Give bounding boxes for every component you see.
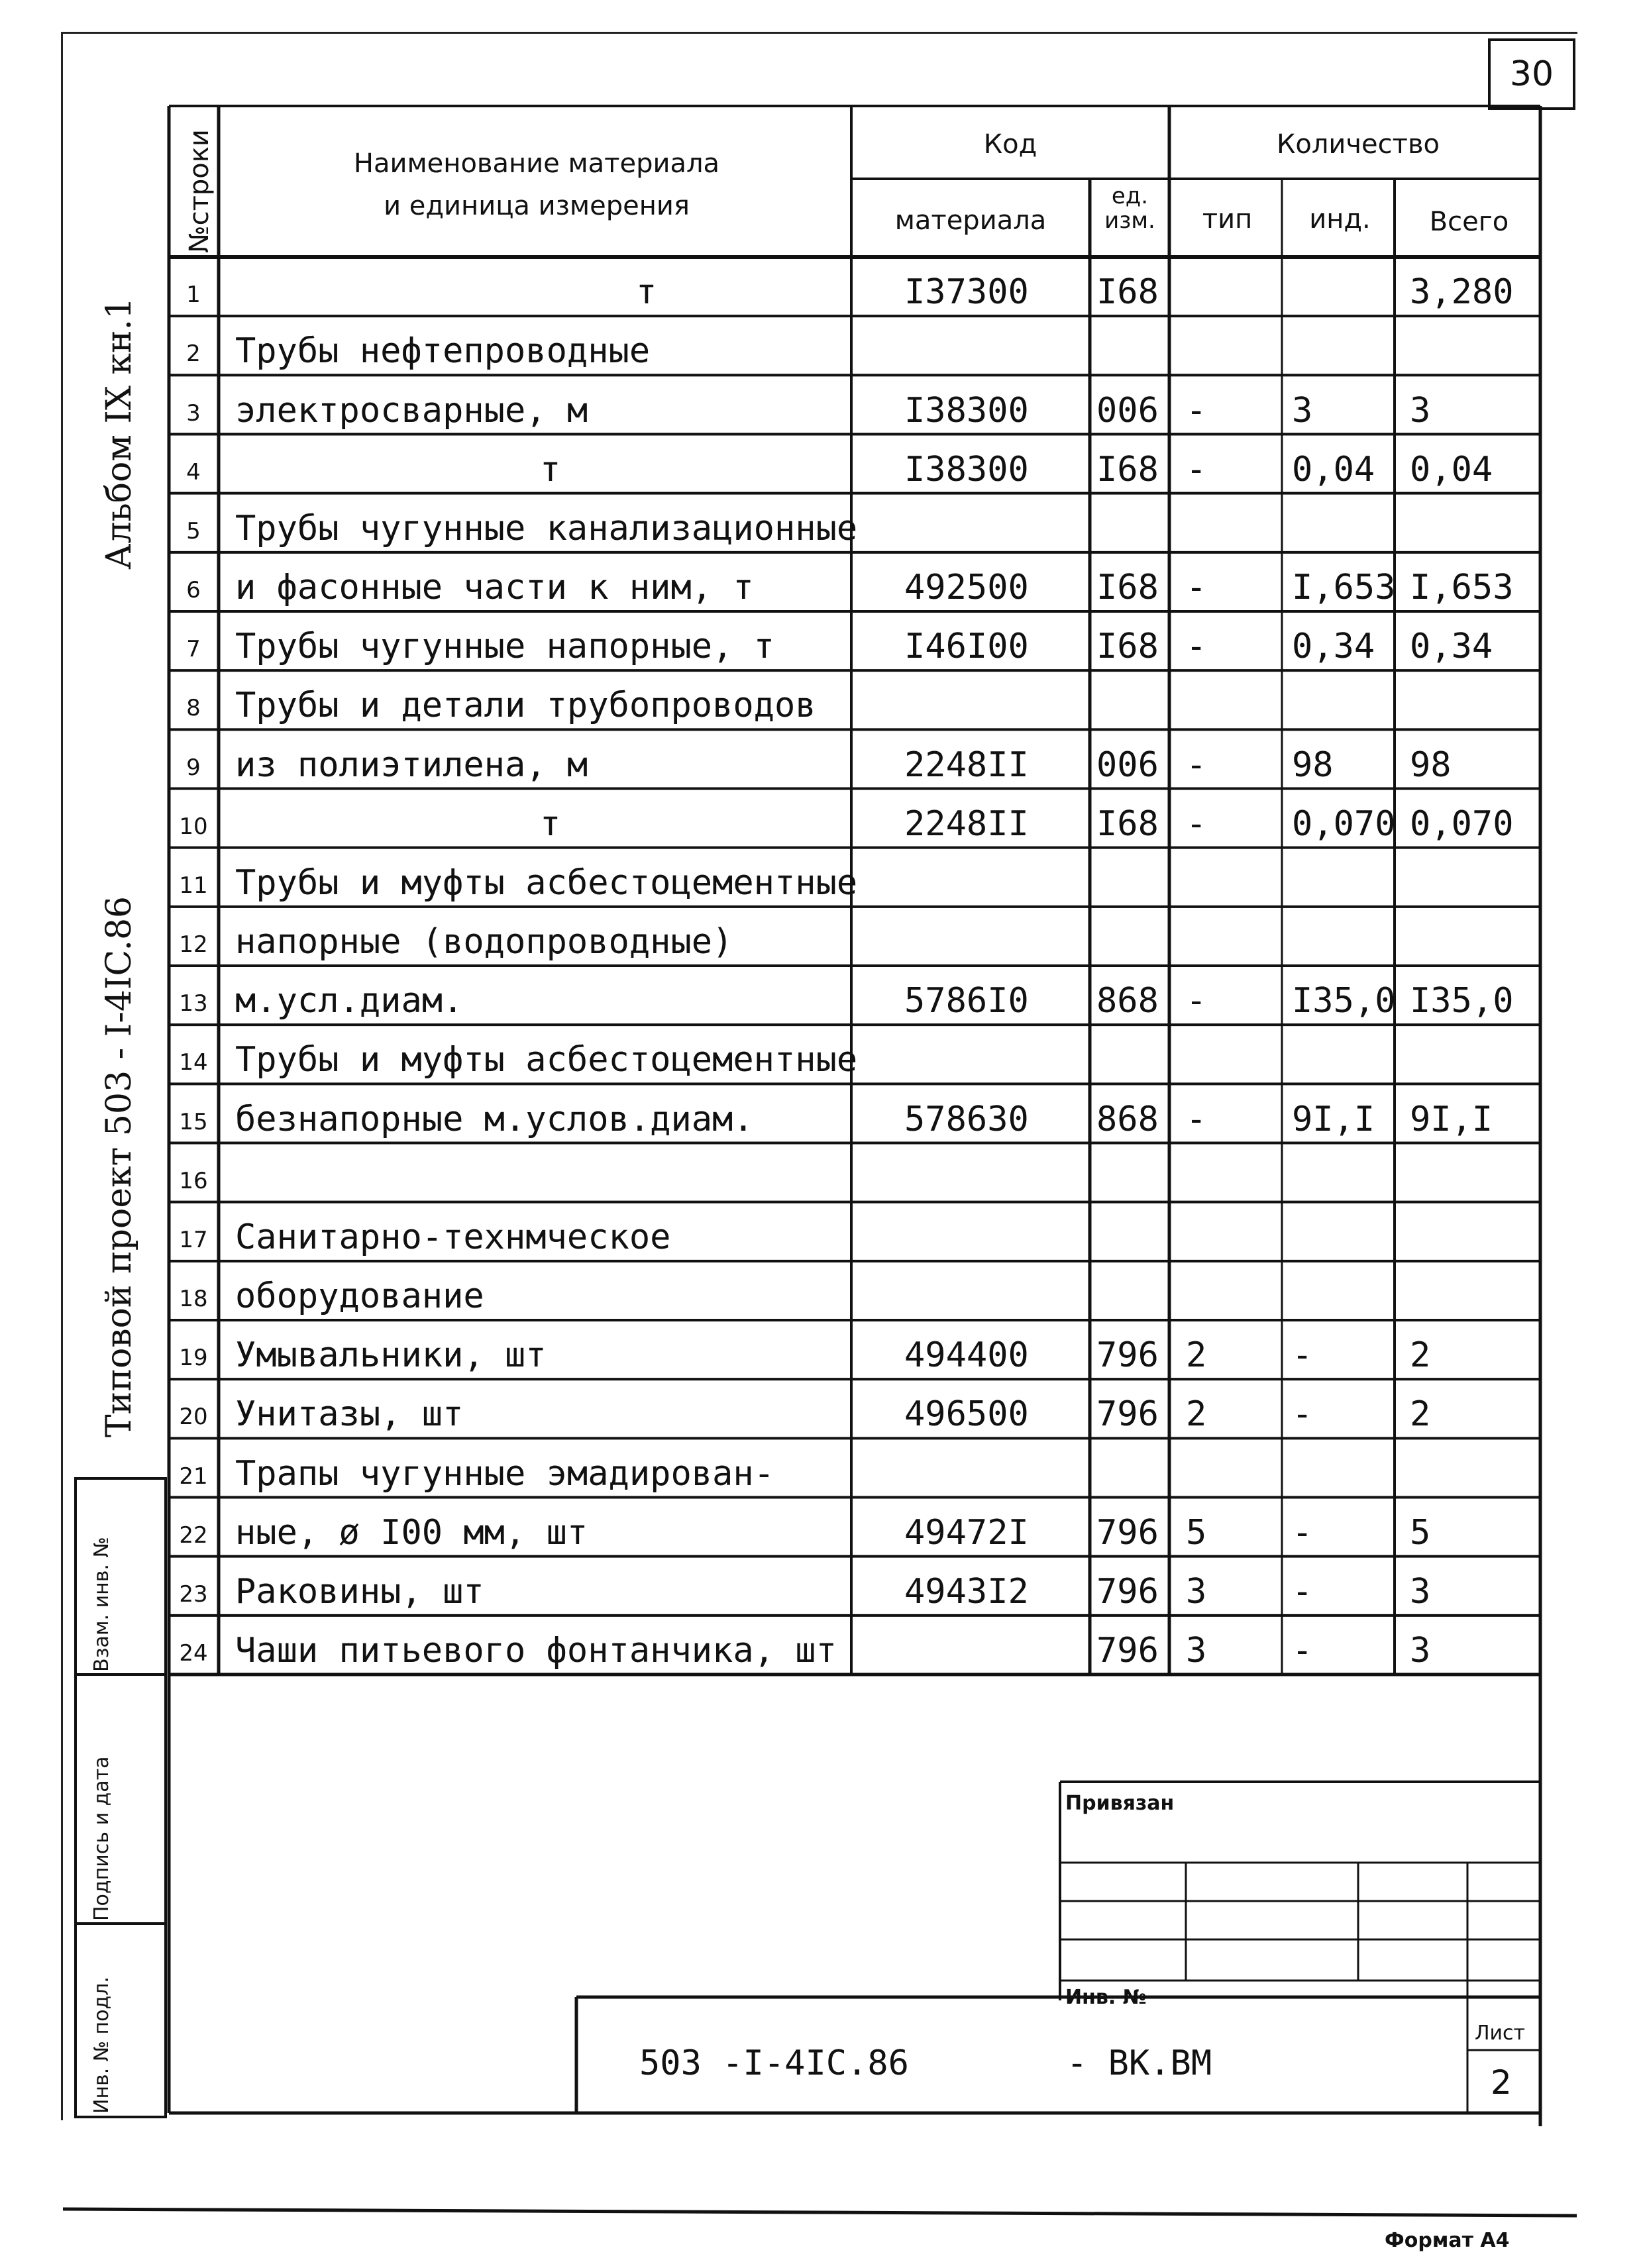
row-number: 20 xyxy=(179,1404,208,1431)
header-row-number: №строки xyxy=(184,129,215,253)
header-quantity: Количество xyxy=(1276,129,1440,160)
row-name: Чаши питьевого фонтанчика, шт xyxy=(235,1631,837,1671)
row-name: Унитазы, шт xyxy=(235,1394,464,1435)
row-qty-total: 0,070 xyxy=(1410,803,1514,844)
document-code: 503 -I-4IC.86 xyxy=(639,2043,909,2083)
row-code: 49472I xyxy=(904,1512,1029,1553)
row-name: Умывальники, шт xyxy=(235,1335,547,1376)
row-unit: 796 xyxy=(1096,1335,1159,1376)
header-code-unit: ед. изм. xyxy=(1104,183,1155,234)
row-number: 7 xyxy=(186,636,201,663)
row-number: 6 xyxy=(186,577,201,603)
row-code: 494400 xyxy=(904,1335,1029,1376)
row-qty-total: 5 xyxy=(1410,1512,1431,1553)
row-qty-ind: 0,070 xyxy=(1292,803,1396,844)
row-number: 23 xyxy=(179,1580,208,1608)
row-name: Трапы чугунные эмадирован- xyxy=(235,1453,774,1494)
row-qty-type: - xyxy=(1186,803,1207,844)
row-name: и фасонные части к ним, т xyxy=(235,568,754,607)
header-qty-total: Всего xyxy=(1429,207,1509,237)
document-suffix: - ВК.ВМ xyxy=(1067,2043,1212,2083)
row-qty-total: 98 xyxy=(1410,745,1452,785)
row-qty-type: - xyxy=(1186,981,1207,1021)
row-unit: I68 xyxy=(1096,627,1159,667)
row-qty-type: - xyxy=(1186,449,1207,490)
row-name: т xyxy=(636,272,657,313)
row-unit: 796 xyxy=(1096,1512,1159,1553)
row-number: 22 xyxy=(179,1521,208,1549)
row-qty-ind: - xyxy=(1292,1631,1313,1671)
row-code: I38300 xyxy=(904,390,1029,431)
row-name: Трубы и муфты асбестоцементные xyxy=(235,862,858,903)
stamp-replace-inv-label: Взам. инв. № xyxy=(90,1537,113,1672)
format-label: Формат А4 xyxy=(1385,2229,1510,2252)
row-qty-ind: 3 xyxy=(1292,390,1313,431)
row-number: 24 xyxy=(179,1640,208,1667)
row-name: т xyxy=(540,449,561,490)
row-qty-total: 9I,I xyxy=(1410,1099,1493,1139)
row-qty-type: - xyxy=(1186,1099,1207,1139)
row-name: электросварные, м xyxy=(235,390,588,431)
row-qty-total: 2 xyxy=(1410,1394,1431,1435)
row-code: I38300 xyxy=(904,449,1029,490)
header-qty-type: тип xyxy=(1202,204,1253,234)
row-qty-type: 5 xyxy=(1186,1512,1207,1553)
row-code: 492500 xyxy=(904,568,1029,607)
row-unit: 796 xyxy=(1096,1571,1159,1612)
row-name: напорные (водопроводные) xyxy=(235,922,733,962)
row-qty-type: - xyxy=(1186,627,1207,667)
stamp-signature-date-label: Подпись и дата xyxy=(90,1756,113,1921)
row-qty-ind: 0,34 xyxy=(1292,627,1375,667)
row-qty-ind: 98 xyxy=(1292,745,1334,785)
row-qty-total: 2 xyxy=(1410,1335,1431,1376)
row-name: Трубы чугунные напорные, т xyxy=(235,627,774,667)
row-number: 16 xyxy=(179,1167,208,1194)
row-qty-total: 0,04 xyxy=(1410,449,1493,490)
row-qty-type: - xyxy=(1186,568,1207,607)
row-number: 2 xyxy=(186,340,201,368)
row-unit: 006 xyxy=(1096,745,1159,785)
row-qty-total: I,653 xyxy=(1410,568,1514,607)
header-code: Код xyxy=(983,129,1037,160)
inventory-label: Инв. № xyxy=(1065,1986,1147,2009)
row-unit: I68 xyxy=(1096,272,1159,313)
row-name: Трубы чугунные канализационные xyxy=(235,508,858,548)
row-unit: 868 xyxy=(1096,1099,1159,1139)
row-unit: 796 xyxy=(1096,1394,1159,1435)
row-number: 17 xyxy=(179,1226,208,1253)
row-qty-ind: 9I,I xyxy=(1292,1099,1375,1139)
row-qty-type: - xyxy=(1186,390,1207,431)
row-name: м.усл.диам. xyxy=(235,981,464,1021)
row-code: I46I00 xyxy=(904,627,1029,667)
row-qty-ind: - xyxy=(1292,1512,1313,1553)
header-name: Наименование материала и единица измерения xyxy=(353,148,720,221)
row-number: 4 xyxy=(186,458,201,486)
row-code: 496500 xyxy=(904,1394,1029,1435)
row-name: из полиэтилена, м xyxy=(235,745,588,785)
row-code: I37300 xyxy=(904,272,1029,313)
row-qty-type: 3 xyxy=(1186,1571,1207,1612)
row-unit: 868 xyxy=(1096,981,1159,1021)
row-code: 4943I2 xyxy=(904,1571,1029,1612)
row-unit: I68 xyxy=(1096,449,1159,490)
row-number: 12 xyxy=(179,931,208,958)
row-number: 14 xyxy=(179,1049,208,1076)
row-code: 2248II xyxy=(904,803,1029,844)
row-qty-total: 3 xyxy=(1410,1631,1431,1671)
row-qty-type: - xyxy=(1186,745,1207,785)
row-name: Трубы нефтепроводные xyxy=(235,331,651,372)
row-code: 5786I0 xyxy=(904,981,1029,1021)
row-name: ные, ø I00 мм, шт xyxy=(235,1512,588,1553)
sheet-label: Лист xyxy=(1475,2022,1526,2045)
row-qty-ind: I,653 xyxy=(1292,568,1396,607)
row-qty-type: 2 xyxy=(1186,1335,1207,1376)
project-label: Типовой проект 503 - I-4IC.86 xyxy=(99,896,139,1437)
row-qty-ind: - xyxy=(1292,1571,1313,1612)
row-qty-total: 3,280 xyxy=(1410,272,1514,313)
row-unit: 006 xyxy=(1096,390,1159,431)
row-qty-ind: 0,04 xyxy=(1292,449,1375,490)
row-qty-total: I35,0 xyxy=(1410,981,1514,1021)
sheet-number: 2 xyxy=(1491,2063,1512,2102)
row-number: 5 xyxy=(186,517,201,544)
row-number: 10 xyxy=(179,813,208,840)
row-qty-total: 0,34 xyxy=(1410,627,1493,667)
row-qty-ind: - xyxy=(1292,1394,1313,1435)
page-number: 30 xyxy=(1488,38,1575,110)
row-qty-ind: I35,0 xyxy=(1292,981,1396,1021)
row-qty-ind: - xyxy=(1292,1335,1313,1376)
row-number: 15 xyxy=(179,1108,208,1135)
row-name: безнапорные м.услов.диам. xyxy=(235,1099,754,1139)
album-label: Альбом IX кн.1 xyxy=(99,297,139,570)
row-code: 578630 xyxy=(904,1099,1029,1139)
row-qty-type: 3 xyxy=(1186,1631,1207,1671)
row-name: Трубы и детали трубопроводов xyxy=(235,686,816,726)
header-code-material: материала xyxy=(894,205,1047,236)
row-name: оборудование xyxy=(235,1276,484,1316)
row-number: 18 xyxy=(179,1286,208,1312)
row-unit: 796 xyxy=(1096,1631,1159,1671)
row-number: 1 xyxy=(186,282,201,309)
row-name: т xyxy=(540,803,561,844)
row-number: 13 xyxy=(179,990,208,1017)
row-number: 11 xyxy=(179,872,208,899)
row-number: 9 xyxy=(186,754,201,781)
row-number: 19 xyxy=(179,1345,208,1372)
row-number: 8 xyxy=(186,695,201,722)
header-qty-ind: инд. xyxy=(1309,204,1371,234)
row-number: 3 xyxy=(186,399,201,427)
row-name: Раковины, шт xyxy=(235,1571,484,1612)
row-qty-total: 3 xyxy=(1410,390,1431,431)
row-number: 21 xyxy=(179,1463,208,1490)
row-qty-total: 3 xyxy=(1410,1571,1431,1612)
attached-label: Привязан xyxy=(1065,1792,1175,1815)
row-code: 2248II xyxy=(904,745,1029,785)
row-unit: I68 xyxy=(1096,803,1159,844)
stamp-inv-original-label: Инв. № подл. xyxy=(90,1977,113,2114)
row-unit: I68 xyxy=(1096,568,1159,607)
row-name: Трубы и муфты асбестоцементные xyxy=(235,1040,858,1080)
row-qty-type: 2 xyxy=(1186,1394,1207,1435)
row-name: Санитарно-технмческое xyxy=(235,1217,671,1257)
